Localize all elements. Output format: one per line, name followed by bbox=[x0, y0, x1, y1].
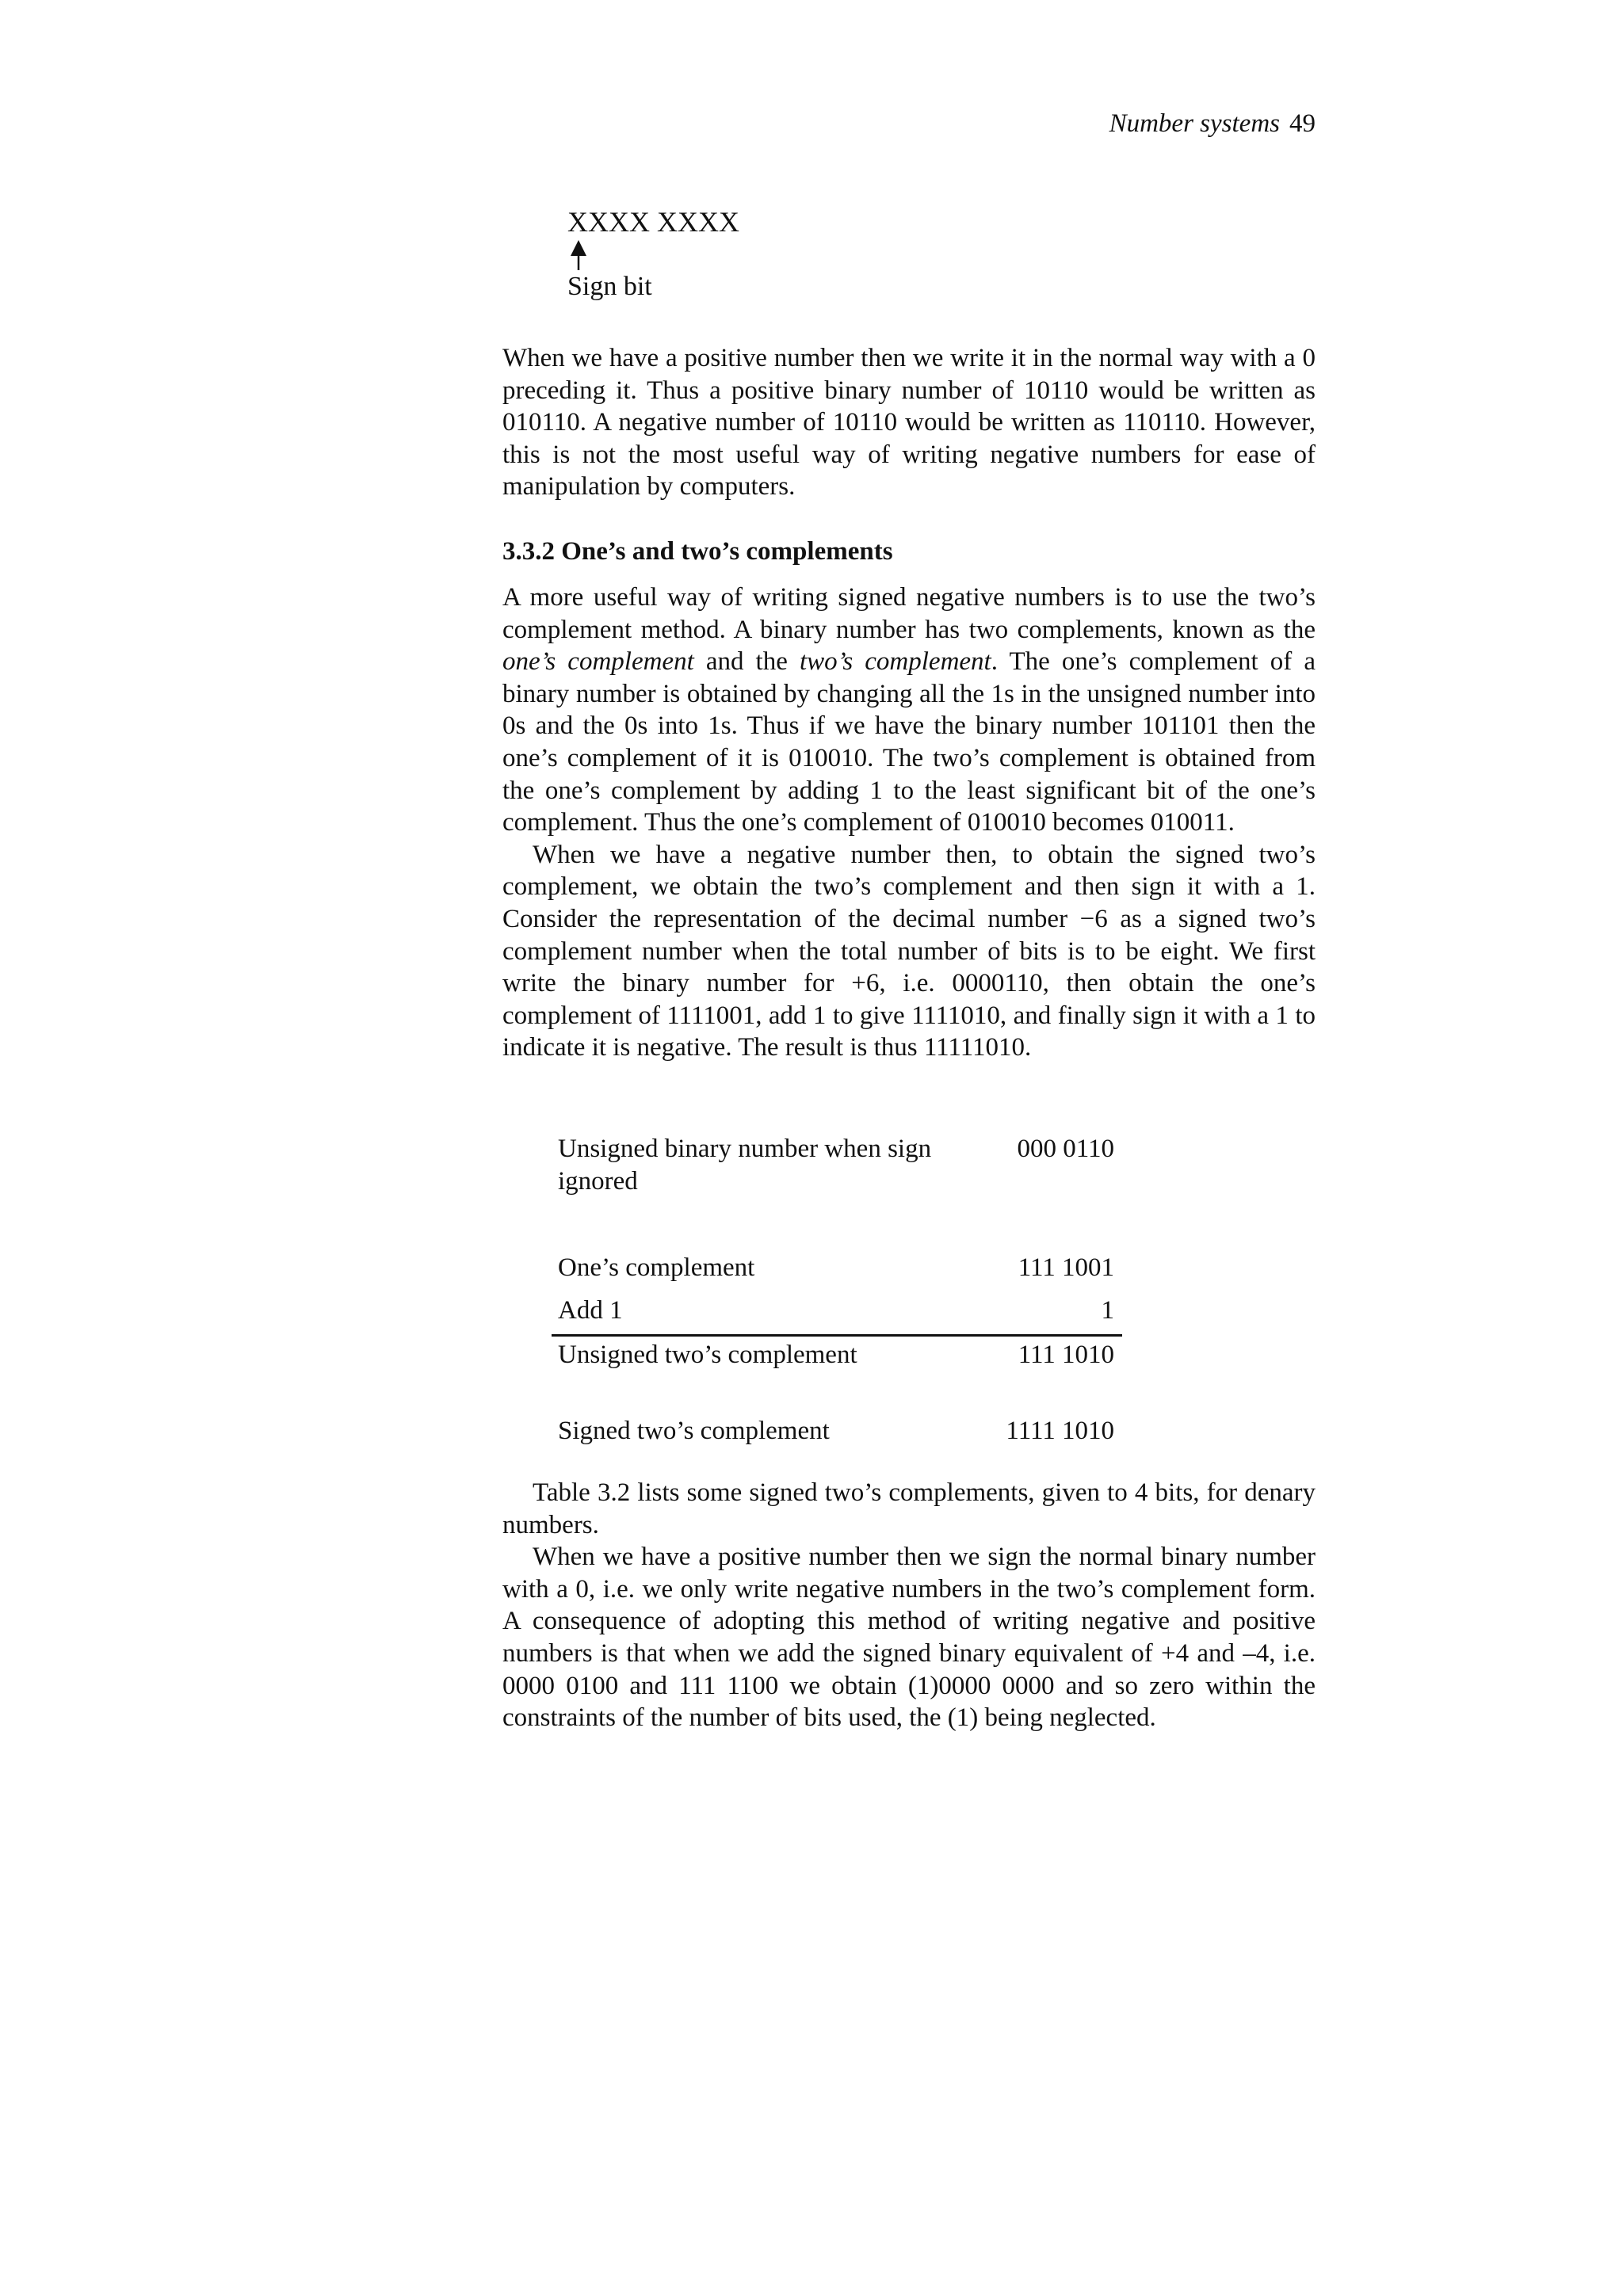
paragraph-text: When we have a positive number then we sign the normal binary number with a 0, i.e. we only write negative numbers in the two’s complement form. A consequence of adopting this method of writing negative and positive numbers is that when we add the signed binary equivalent of +4 and –4, i.e. 0000 0100 and 111 1100 we obtain (1)0000 0000 and so zero within the constraints of the number of bits used, the (1) being neglected. bbox=[502, 1543, 1316, 1733]
running-head bbox=[502, 108, 1316, 139]
bit-format-pattern: XXXX XXXX bbox=[567, 206, 739, 238]
calc-label: Unsigned two’s complement bbox=[558, 1341, 857, 1369]
calc-value: 1111 1010 bbox=[1006, 1417, 1114, 1445]
calc-label bbox=[558, 1133, 970, 1197]
paragraph-negative-number: When we have a negative number then, to obtain the signed two’s complement, we obtain the two’s complement and then sign it with a 1. Consider the representation of the decimal number −6 as a signed two’s complement number when the total number of bits is to be eight. We first write the binary number for +6, i.e. 0000110, then obtain the one’s complement of 1111001, add 1 to give 1111010, and finally sign it with a 1 to indicate it is negative. The result is thus 11111010. bbox=[502, 840, 1316, 1062]
text-run: A more useful way of writing signed negative numbers is to use the two’s complement method. A binary number has two complements, known as the bbox=[502, 583, 1316, 644]
calc-label-line: ignored bbox=[558, 1166, 638, 1196]
paragraph-sign-bit bbox=[502, 342, 1316, 503]
paragraph-text: Table 3.2 lists some signed two’s complements, given to 4 bits, for denary numbers. bbox=[502, 1478, 1316, 1539]
calc-label: Add 1 bbox=[558, 1296, 623, 1325]
page-number: 49 bbox=[1289, 109, 1316, 138]
sum-rule bbox=[552, 1334, 1122, 1337]
paragraph-complements-text bbox=[502, 582, 1316, 839]
paragraph-complements bbox=[502, 582, 1316, 1064]
sign-bit-label: Sign bit bbox=[567, 272, 652, 301]
section-heading: 3.3.2 One’s and two’s complements bbox=[502, 537, 893, 566]
up-arrow-icon bbox=[569, 240, 588, 270]
calc-value: 111 1001 bbox=[1018, 1253, 1114, 1282]
calc-label: One’s complement bbox=[558, 1253, 755, 1282]
calc-label: Signed two’s complement bbox=[558, 1417, 830, 1445]
calc-label-line: Unsigned binary number when sign bbox=[558, 1135, 932, 1163]
term-ones-complement: one’s complement bbox=[502, 647, 694, 677]
term-twos-complement: two’s complement bbox=[799, 647, 991, 677]
paragraph-text: When we have a positive number then we write it in the normal way with a 0 preceding it. Thus a positive binary number of 10110 would be written as 010110. A negative number of 10110 would be written as 110110. However, this is not the most useful way of writing negative numbers for ease of manipulation by computers. bbox=[502, 344, 1316, 502]
calc-value: 111 1010 bbox=[1018, 1341, 1114, 1369]
calc-value: 000 0110 bbox=[1017, 1135, 1114, 1163]
text-run: . The one’s complement of a binary number is obtained by changing all the 1s in the unsigned number into 0s and the 0s into 1s. Thus if we have the binary number 101101 then the one’s complement of it is 010010. The two’s complement is obtained from the one’s complement by adding 1 to the least significant bit of the one’s complement. Thus the one’s complement of 010010 becomes 010011. bbox=[502, 647, 1316, 837]
paragraph-table-ref bbox=[502, 1477, 1316, 1734]
running-head-title: Number systems bbox=[1109, 109, 1280, 138]
text-run: and the bbox=[693, 647, 800, 677]
calc-value: 1 bbox=[1101, 1296, 1114, 1325]
